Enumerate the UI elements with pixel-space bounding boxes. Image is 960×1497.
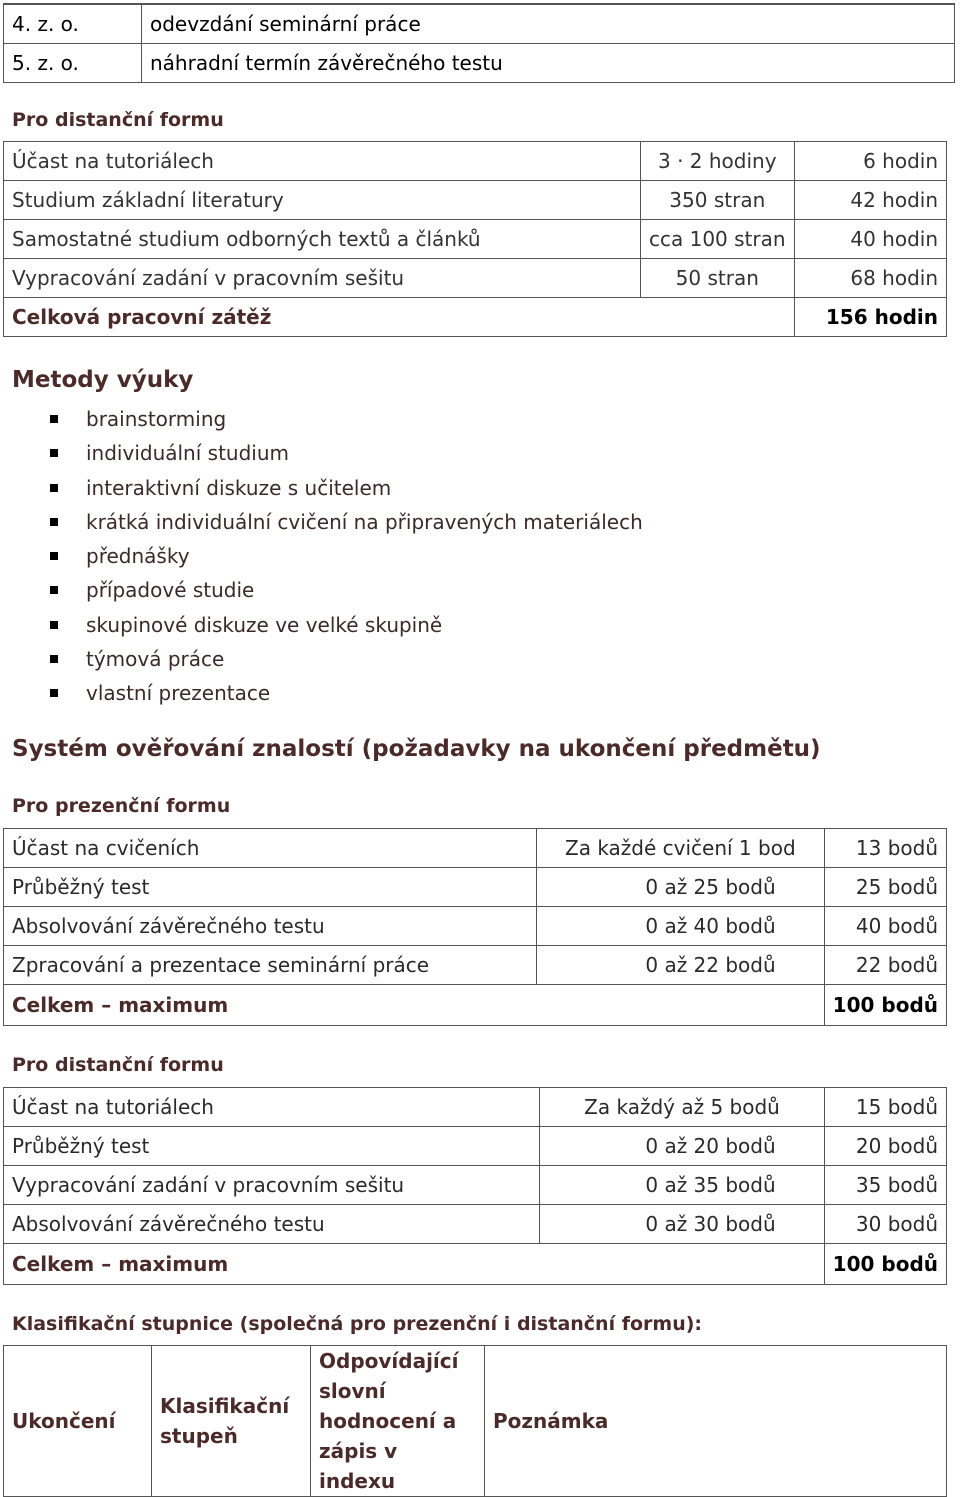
table-row [4, 1088, 947, 1127]
table-row [4, 907, 947, 946]
methods-list [50, 402, 643, 711]
table-row [4, 1127, 947, 1166]
full-time-assessment-table [3, 828, 947, 1026]
column-header: Klasifikační stupeň [152, 1346, 311, 1497]
assessment-range: Za každý až 5 bodů [540, 1088, 824, 1127]
table-row [4, 868, 947, 907]
assessment-range: 0 až 22 bodů [537, 946, 825, 985]
square-bullet-icon [50, 689, 58, 697]
list-item [50, 539, 643, 573]
workload-item: Vypracování zadání v pracovním sešitu [4, 259, 641, 298]
assessment-max: 35 bodů [824, 1166, 946, 1205]
schedule-table [3, 3, 955, 83]
method-label: krátká individuální cvičení na připravených materiálech [86, 509, 643, 534]
table-row [4, 4, 955, 44]
assessment-max: 15 bodů [824, 1088, 946, 1127]
method-label: brainstorming [86, 407, 227, 431]
assessment-max: 13 bodů [824, 829, 946, 868]
square-bullet-icon [50, 655, 58, 663]
assessment-total-max: 100 bodů [824, 1244, 946, 1285]
list-item [50, 642, 643, 676]
method-label: přednášky [86, 544, 190, 569]
square-bullet-icon [50, 552, 58, 560]
assessment-max: 20 bodů [824, 1127, 946, 1166]
table-row [4, 946, 947, 985]
full-time-heading: Pro prezenční formu [12, 795, 231, 817]
workload-total-label: Celková pracovní zátěž [4, 298, 795, 337]
square-bullet-icon [50, 415, 58, 423]
assessment-total-label: Celkem – maximum [4, 1244, 825, 1285]
schedule-activity: odevzdání seminární práce [142, 4, 955, 44]
assessment-item: Zpracování a prezentace seminární práce [4, 946, 537, 985]
grading-scale-heading: Klasifikační stupnice (společná pro prezenční i distanční formu): [12, 1313, 703, 1335]
assessment-range: 0 až 30 bodů [540, 1205, 824, 1244]
grading-scale-table [3, 1345, 947, 1497]
list-item [50, 505, 643, 539]
table-row [4, 181, 947, 220]
list-item [50, 573, 643, 607]
workload-quantity: 50 stran [641, 259, 795, 298]
workload-total-hours: 156 hodin [794, 298, 946, 337]
workload-quantity: cca 100 stran [641, 220, 795, 259]
table-row [4, 142, 947, 181]
list-item [50, 471, 643, 505]
column-header: Ukončení [4, 1346, 152, 1497]
workload-quantity: 3 · 2 hodiny [641, 142, 795, 181]
method-label: vlastní prezentace [86, 681, 271, 706]
square-bullet-icon [50, 484, 58, 492]
assessment-item: Účast na tutoriálech [4, 1088, 540, 1127]
square-bullet-icon [50, 449, 58, 457]
assessment-range: 0 až 25 bodů [537, 868, 825, 907]
square-bullet-icon [50, 518, 58, 526]
assessment-item: Absolvování závěrečného testu [4, 1205, 540, 1244]
column-header: Odpovídající slovní hodnocení a zápis v indexu [311, 1346, 485, 1497]
square-bullet-icon [50, 586, 58, 594]
workload-hours: 40 hodin [794, 220, 946, 259]
table-header-row [4, 1346, 947, 1497]
assessment-max: 30 bodů [824, 1205, 946, 1244]
list-item [50, 676, 643, 710]
square-bullet-icon [50, 621, 58, 629]
list-item [50, 608, 643, 642]
method-label: individuální studium [86, 441, 289, 466]
assessment-range: 0 až 40 bodů [537, 907, 825, 946]
assessment-total-label: Celkem – maximum [4, 985, 825, 1026]
workload-hours: 68 hodin [794, 259, 946, 298]
distance-assessment-heading: Pro distanční formu [12, 1054, 224, 1076]
workload-hours: 6 hodin [794, 142, 946, 181]
assessment-max: 25 bodů [824, 868, 946, 907]
schedule-week: 4. z. o. [4, 4, 142, 44]
method-label: skupinové diskuze ve velké skupině [86, 612, 443, 637]
assessment-item: Průběžný test [4, 1127, 540, 1166]
method-label: týmová práce [86, 647, 225, 672]
table-row [4, 44, 955, 83]
assessment-item: Průběžný test [4, 868, 537, 907]
column-header: Poznámka [485, 1346, 947, 1497]
table-row-total [4, 1244, 947, 1285]
assessment-range: 0 až 35 bodů [540, 1166, 824, 1205]
table-row [4, 259, 947, 298]
workload-item: Samostatné studium odborných textů a článků [4, 220, 641, 259]
table-row [4, 1166, 947, 1205]
workload-quantity: 350 stran [641, 181, 795, 220]
workload-hours: 42 hodin [794, 181, 946, 220]
assessment-heading: Systém ověřování znalostí (požadavky na ukončení předmětu) [12, 736, 821, 762]
workload-item: Studium základní literatury [4, 181, 641, 220]
table-row [4, 829, 947, 868]
assessment-total-max: 100 bodů [824, 985, 946, 1026]
assessment-range: Za každé cvičení 1 bod [537, 829, 825, 868]
list-item [50, 402, 643, 436]
assessment-max: 22 bodů [824, 946, 946, 985]
schedule-activity: náhradní termín závěrečného testu [142, 44, 955, 83]
assessment-max: 40 bodů [824, 907, 946, 946]
assessment-item: Vypracování zadání v pracovním sešitu [4, 1166, 540, 1205]
table-row [4, 1205, 947, 1244]
distance-assessment-table [3, 1087, 947, 1285]
assessment-range: 0 až 20 bodů [540, 1127, 824, 1166]
assessment-item: Účast na cvičeních [4, 829, 537, 868]
methods-heading: Metody výuky [12, 367, 194, 393]
table-row-total [4, 298, 947, 337]
workload-item: Účast na tutoriálech [4, 142, 641, 181]
list-item [50, 436, 643, 470]
workload-table [3, 141, 947, 337]
distance-workload-heading: Pro distanční formu [12, 109, 224, 131]
assessment-item: Absolvování závěrečného testu [4, 907, 537, 946]
schedule-week: 5. z. o. [4, 44, 142, 83]
table-row [4, 220, 947, 259]
table-row-total [4, 985, 947, 1026]
method-label: interaktivní diskuze s učitelem [86, 475, 392, 500]
method-label: případové studie [86, 578, 255, 603]
